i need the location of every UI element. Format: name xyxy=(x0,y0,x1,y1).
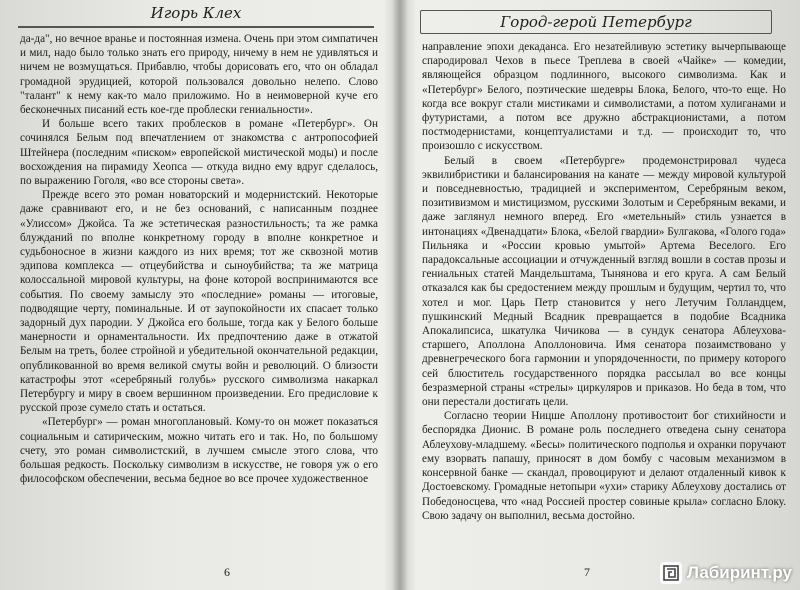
left-page-number: 6 xyxy=(224,565,230,579)
paragraph: Прежде всего это роман новаторский и модернистский. Некоторые даже сравнивают его, и не без оснований, с написанным позднее «Улиссом» Джойса. Та же эстетическая разностильность; та же рамка блужданий по вполне конкретному городу в вполне конкретное и судьбоносное в жизни каждого из них время; тот же сквозной мотив эдипова комплекса — отцеубийства и сыноубийства; та же матрица колоссальной мировой культуры, на фоне которой воспринимаются все события. По своему замыслу это «последние» романы — итоговые, подводящие черту, поминальные. И от заупокойности их спасает только задорный дух пародии. У Джойса его больше, тогда как у Белого больше манерности и орнаментальности. Их предпочтению даже в отжатой Белым на треть, более стройной и убедительной окончательной редакции, опубликованной во время великой смуты войн и революций. О близости катастрофы этот «серебряный голубь» русского символизма накаркал Петербургу и миру в своем вершинном произведении. Его предисловие к русской прозе сумело стать и остаться. xyxy=(20,189,378,415)
left-page-text xyxy=(20,32,378,487)
right-running-header: Город-герой Петербург xyxy=(420,10,772,34)
labirint-logo-icon xyxy=(660,562,682,584)
paragraph: И больше всего таких проблесков в романе «Петербург». Он сочинялся Белым под впечатлением от знакомства с антропософией Штейнера (последним «писком» европейской мистической моды) и после восхождения на пирамиду Хеопса — откуда видно ему вдруг сделалось, по выражению Гоголя, «во все стороны света». xyxy=(20,118,378,188)
paragraph: «Петербург» — роман многоплановый. Кому-то он может показаться социальным и сатирическим, можно читать его и так. Но, по большому счету, это роман символистский, в лучшем смысле этого слова, что большая редкость. Поскольку символизм в искусстве, не говоря уж о его философском обеспечении, весьма бедное во все прочее художественное xyxy=(20,416,378,486)
right-page-text xyxy=(422,40,786,523)
labirint-watermark xyxy=(660,562,792,584)
watermark-text: Лабиринт.ру xyxy=(686,563,792,582)
paragraph: Согласно теории Ницше Аполлону противостоит бог стихийности и беспорядка Дионис. В романе роль последнего отведена сыну сенатора Аблеухову-младшему. «Бесы» политического подполья и охранки поручают ему взорвать папашу, приносят в дом бомбу с часовым механизмом в консервной банке — скандал, провоцируют и делают отдаленный кивок к Достоевскому. Громадные нетопыри «ухи» старику Аблеухову достались от Победоносцева, что «над Россией простер совиные крыла» согласно Блоку. Свою задачу он выполнил, весьма достойно. xyxy=(422,410,786,522)
paragraph: да-да", но вечное вранье и постоянная измена. Очень при этом симпатичен и мил, надо было только знать его природу, ничему в нем не удивляться и ничем не возмущаться. Прибавлю, чтобы дорисовать его, что он обладал громадной эрудицией, которой пользовался довольно нелепо. Слово "талант" к нему как-то мало приложимо. Но в неимоверной куче его бесконечных писаний есть кое-где проблески гениальности». xyxy=(20,33,378,117)
paragraph: направление эпохи декаданса. Его незатейливую эстетику вычерпывающе спародировал Чехов в пьесе Треплева в своей «Чайке» — комедии, являющейся образцом подлинного, высокого символизма. Как и «Петербург» Белого, поэтические шедевры Блока, Белого, что-то еще. Но когда все вокруг стали мистиками и символистами, а потом хулиганами и футуристами, а потом все дружно абстракционистами, а потом постмодернистами, концептуалистами и т.д. — происходит то, что произошло с искусством. xyxy=(422,41,786,153)
left-page xyxy=(0,0,398,590)
paragraph: Белый в своем «Петербурге» продемонстрировал чудеса эквилибристики и балансирования на канате — между мировой культурой и повседневностью, традицией и экспериментом, Серебряным веком, позитивизмом и мистицизмом, русскими Золотым и Серебряным веками, и даже заглянул немного вперед. Его «метельный» стиль узнается в интонациях «Двенадцати» Блока, «Белой гвардии» Булгакова, «Голого года» Пильняка и «России кровью умытой» Артема Веселого. Его парадоксальные ассоциации и отчужденный взгляд вошли в состав прозы и гениальных статей Мандельштама, Тынянова и его круга. А сам Белый отказался как бы средостением между прошлым и будущим, чертил то, что хотел и мог. Царь Петр становится у него Летучим Голландцем, пушкинский Медный Всадник превращается в подобие Всадника Апокалипсиса, шкатулка Чичикова — в сундук сенатора Аблеухова-старшего, Аполлона Аполлоновича. Имя сенатора позаимствовано у древнегреческого бога гармонии и упорядоченности, по примеру которого сей блюститель государственного порядка рассылал во все концы безразмерной страны «стрелы» циркуляров и приказов. Но беда в том, что они перестали достигать цели. xyxy=(422,154,786,409)
right-page-number: 7 xyxy=(584,565,590,579)
left-running-header: Игорь Клех xyxy=(18,0,374,28)
right-page xyxy=(402,0,800,590)
